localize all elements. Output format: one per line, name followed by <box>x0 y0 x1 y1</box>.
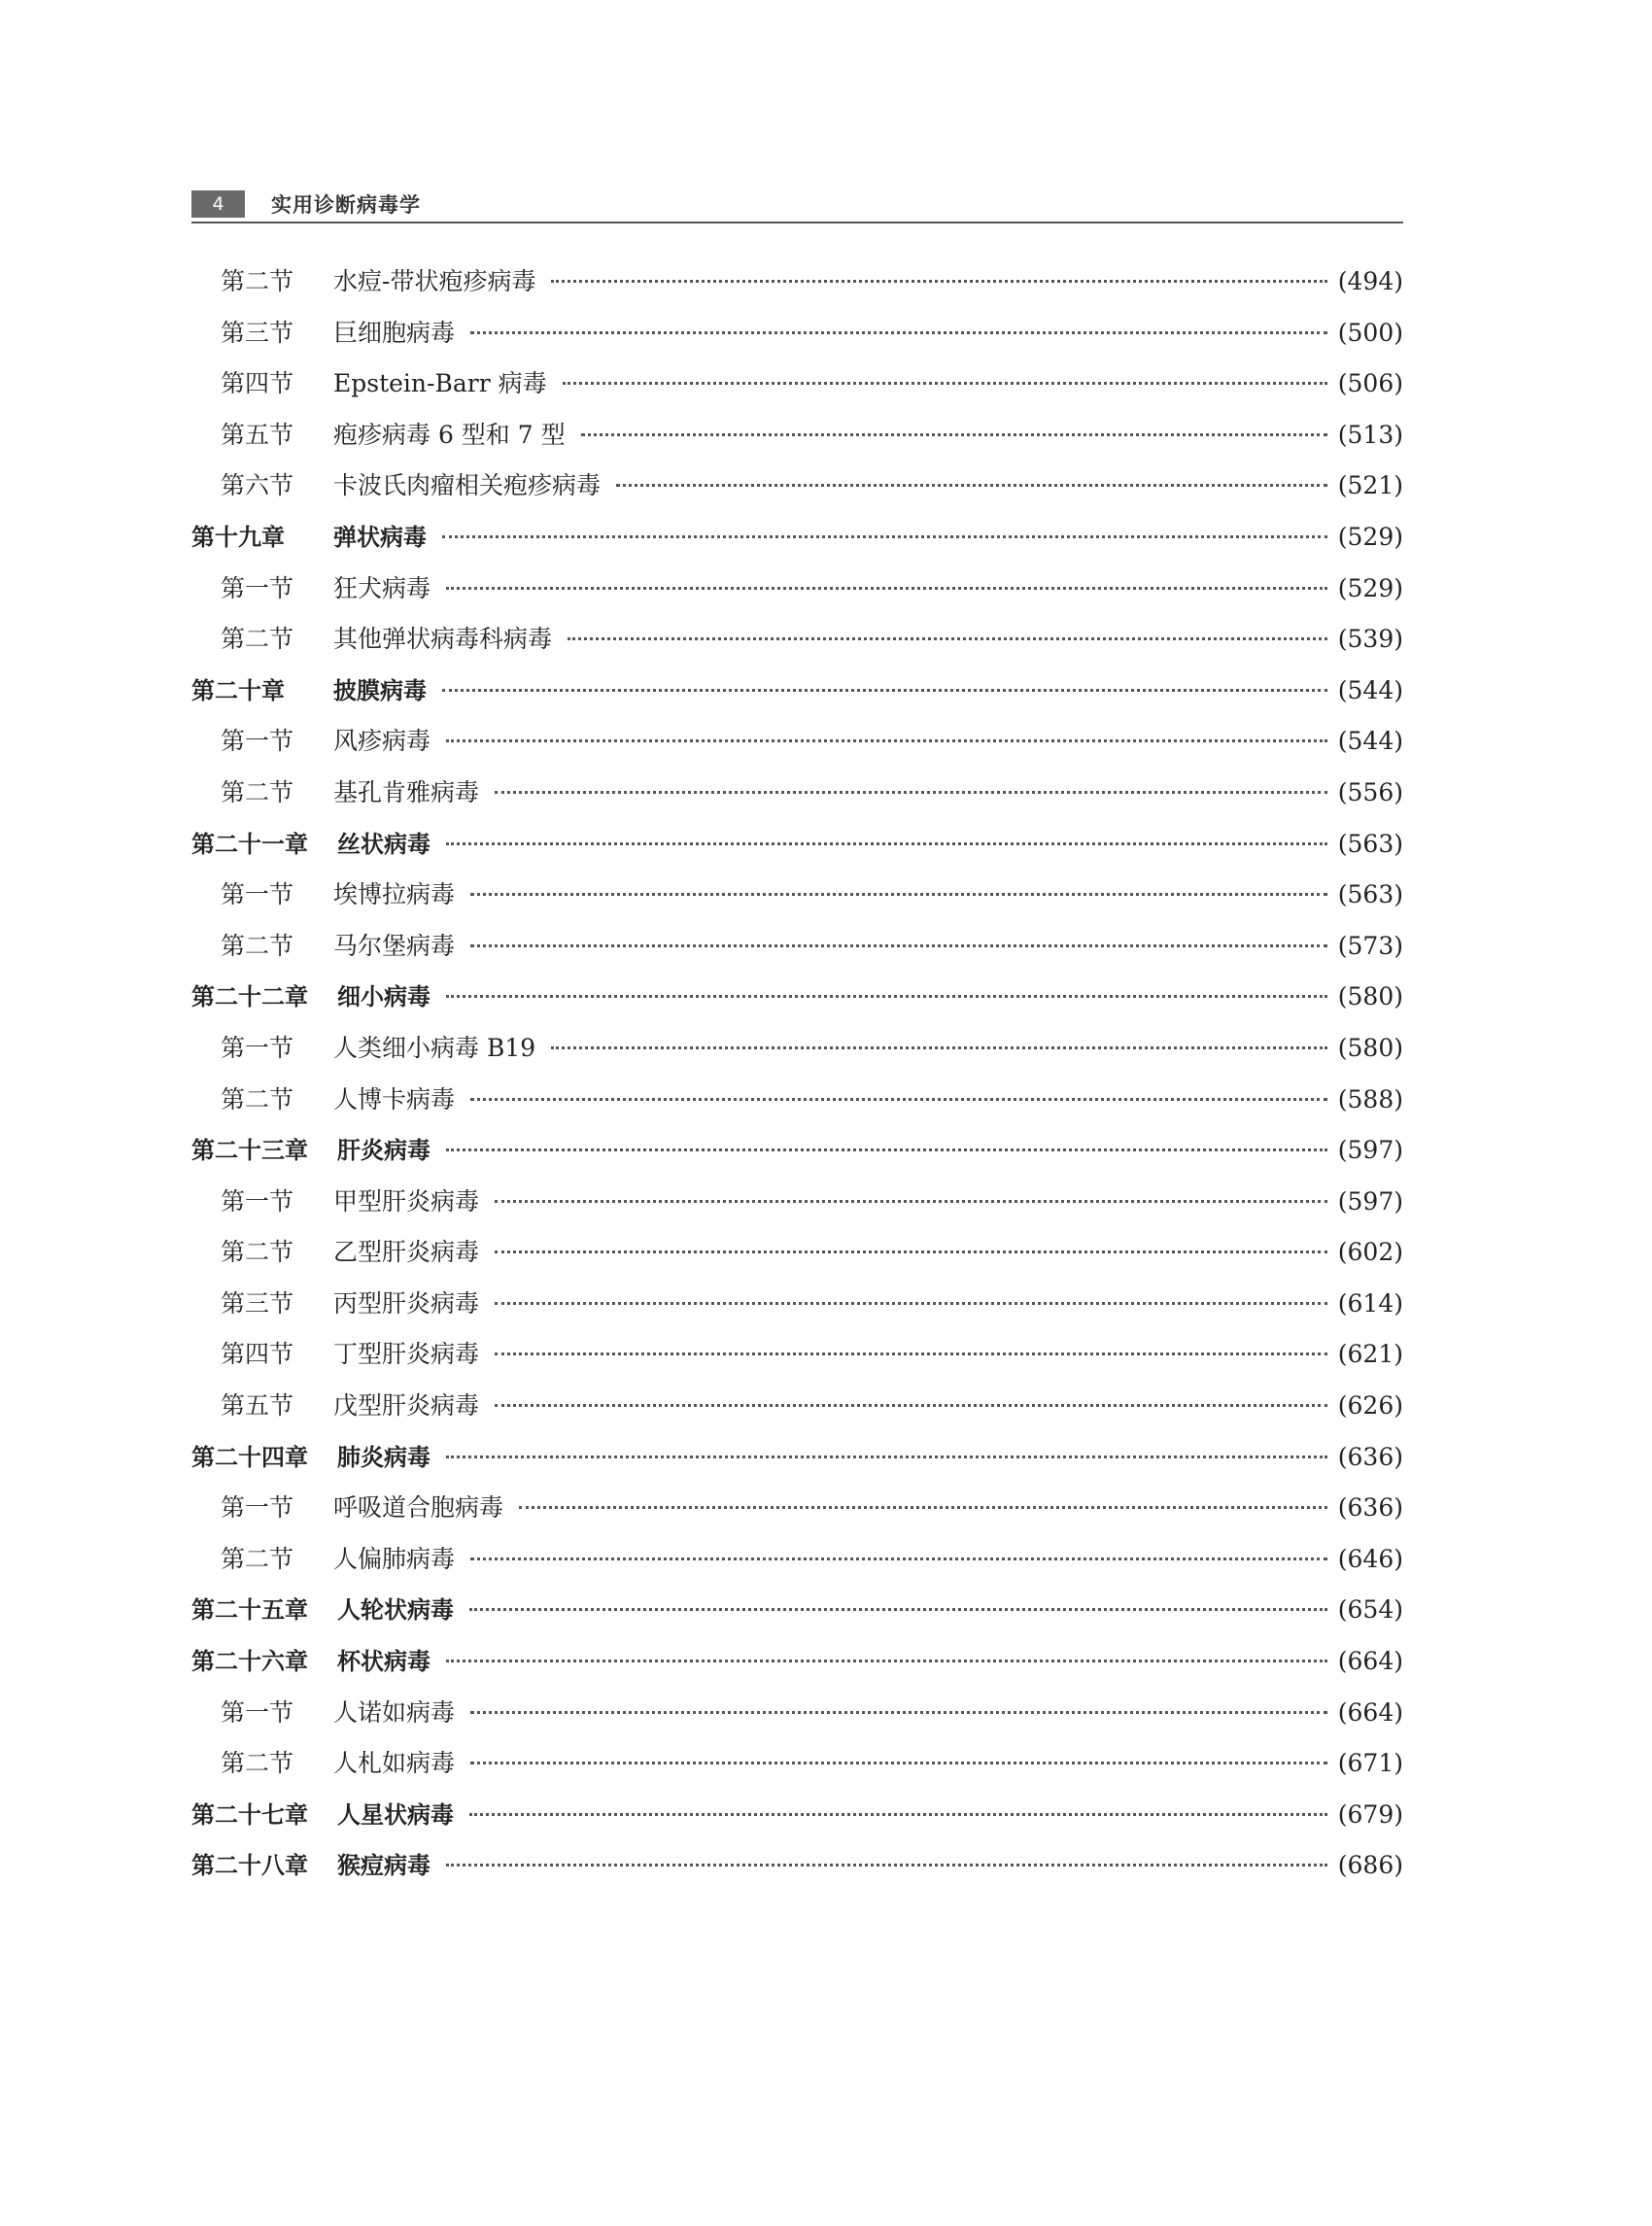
toc-chapter-entry <box>191 671 1403 723</box>
toc-section-entry <box>191 1029 1403 1080</box>
entry-label: 第二十八章 <box>191 1852 308 1880</box>
toc-section-entry <box>191 927 1403 978</box>
book-title: 实用诊断病毒学 <box>271 193 421 217</box>
toc-section-entry <box>191 466 1403 518</box>
entry-label: 第一节 <box>221 1697 294 1727</box>
entry-label: 第一节 <box>221 880 294 909</box>
toc-section-entry <box>191 620 1403 671</box>
entry-title: 细小病毒 <box>337 983 430 1011</box>
entry-page-number: (664) <box>1337 1647 1403 1676</box>
entry-title: 巨细胞病毒 <box>333 318 456 347</box>
entry-page-number: (664) <box>1337 1697 1403 1727</box>
entry-title: 马尔堡病毒 <box>333 931 456 960</box>
entry-page-number: (636) <box>1337 1493 1403 1523</box>
entry-title: 人星状病毒 <box>337 1800 454 1829</box>
dot-leader <box>495 1353 1327 1355</box>
dot-leader <box>446 587 1327 590</box>
entry-page-number: (646) <box>1337 1544 1403 1573</box>
entry-label: 第二节 <box>221 777 294 806</box>
dot-leader <box>495 1404 1327 1407</box>
entry-label: 第四节 <box>221 1340 294 1369</box>
entry-title: 人札如病毒 <box>333 1749 456 1778</box>
toc-chapter-entry <box>191 1796 1403 1847</box>
dot-leader <box>551 280 1327 283</box>
toc-chapter-entry <box>191 518 1403 569</box>
entry-title: 丙型肝炎病毒 <box>333 1288 480 1318</box>
entry-title: 水痘-带状疱疹病毒 <box>333 267 536 295</box>
entry-title: 基孔肯雅病毒 <box>333 777 480 806</box>
entry-title: 埃博拉病毒 <box>333 880 456 909</box>
entry-label: 第二节 <box>221 1238 294 1267</box>
dot-leader <box>470 1558 1327 1560</box>
entry-label: 第二节 <box>221 1749 294 1778</box>
toc-section-entry <box>191 1080 1403 1132</box>
toc-section-entry <box>191 314 1403 365</box>
entry-page-number: (513) <box>1337 420 1403 449</box>
entry-label: 第二节 <box>221 625 294 654</box>
entry-label: 第二节 <box>221 1084 294 1113</box>
entry-page-number: (621) <box>1337 1340 1403 1369</box>
entry-page-number: (500) <box>1337 318 1403 347</box>
entry-page-number: (529) <box>1337 573 1403 602</box>
toc-section-entry <box>191 1540 1403 1592</box>
entry-label: 第二节 <box>221 931 294 960</box>
toc-chapter-entry <box>191 1591 1403 1642</box>
entry-label: 第二节 <box>221 1544 294 1573</box>
dot-leader <box>470 944 1327 947</box>
dot-leader <box>469 1813 1327 1816</box>
toc-chapter-entry <box>191 1131 1403 1182</box>
entry-label: 第五节 <box>221 420 294 449</box>
dot-leader <box>469 1608 1327 1611</box>
entry-title: 卡波氏肉瘤相关疱疹病毒 <box>333 471 602 500</box>
entry-title: Epstein-Barr 病毒 <box>333 369 547 398</box>
toc-section-entry <box>191 1489 1403 1540</box>
entry-title: 甲型肝炎病毒 <box>333 1186 480 1216</box>
entry-label: 第二十五章 <box>191 1596 308 1625</box>
entry-label: 第一节 <box>221 1033 294 1062</box>
entry-title: 呼吸道合胞病毒 <box>333 1493 504 1523</box>
entry-title: 乙型肝炎病毒 <box>333 1238 480 1267</box>
entry-title: 戊型肝炎病毒 <box>333 1391 480 1421</box>
dot-leader <box>495 1200 1327 1203</box>
entry-page-number: (563) <box>1337 880 1403 909</box>
entry-title: 披膜病毒 <box>333 676 427 704</box>
dot-leader <box>446 995 1327 998</box>
dot-leader <box>495 791 1327 794</box>
entry-label: 第二节 <box>221 267 294 295</box>
entry-title: 狂犬病毒 <box>333 573 431 602</box>
entry-title: 丝状病毒 <box>337 830 430 858</box>
entry-page-number: (521) <box>1337 471 1403 500</box>
entry-title: 杯状病毒 <box>337 1648 430 1676</box>
toc-section-entry <box>191 416 1403 467</box>
entry-label: 第五节 <box>221 1391 294 1421</box>
entry-label: 第二十三章 <box>191 1137 308 1165</box>
entry-label: 第六节 <box>221 471 294 500</box>
dot-leader <box>470 1098 1327 1101</box>
toc-section-entry <box>191 262 1403 314</box>
entry-title: 人诺如病毒 <box>333 1697 456 1727</box>
entry-title: 肺炎病毒 <box>337 1443 430 1471</box>
dot-leader <box>616 484 1327 487</box>
entry-title: 人博卡病毒 <box>333 1084 456 1113</box>
running-header <box>191 190 1403 223</box>
entry-page-number: (679) <box>1337 1799 1403 1829</box>
dot-leader <box>551 1046 1327 1049</box>
entry-label: 第四节 <box>221 369 294 398</box>
dot-leader <box>495 1250 1327 1253</box>
entry-label: 第二十四章 <box>191 1443 308 1471</box>
toc-section-entry <box>191 1335 1403 1387</box>
entry-title: 丁型肝炎病毒 <box>333 1340 480 1369</box>
entry-label: 第三节 <box>221 1288 294 1318</box>
toc-chapter-entry <box>191 1846 1403 1898</box>
dot-leader <box>442 689 1327 692</box>
entry-page-number: (539) <box>1337 625 1403 654</box>
entry-page-number: (494) <box>1337 267 1403 295</box>
toc-section-entry <box>191 722 1403 773</box>
toc-section-entry <box>191 1284 1403 1336</box>
entry-title: 弹状病毒 <box>333 523 427 551</box>
toc-section-entry <box>191 875 1403 927</box>
toc-section-entry <box>191 569 1403 621</box>
entry-page-number: (626) <box>1337 1391 1403 1421</box>
dot-leader <box>568 637 1327 640</box>
entry-title: 猴痘病毒 <box>337 1852 430 1880</box>
entry-title: 人轮状病毒 <box>337 1596 454 1625</box>
dot-leader <box>470 893 1327 896</box>
entry-label: 第一节 <box>221 573 294 602</box>
entry-page-number: (506) <box>1337 369 1403 398</box>
entry-title: 人偏肺病毒 <box>333 1544 456 1573</box>
dot-leader <box>470 1762 1327 1764</box>
entry-page-number: (654) <box>1337 1595 1403 1625</box>
dot-leader <box>470 1711 1327 1714</box>
page-number: 4 <box>191 190 245 218</box>
entry-page-number: (614) <box>1337 1288 1403 1318</box>
entry-page-number: (580) <box>1337 982 1403 1011</box>
entry-page-number: (636) <box>1337 1442 1403 1471</box>
entry-label: 第二十二章 <box>191 983 308 1011</box>
dot-leader <box>581 433 1327 436</box>
entry-page-number: (529) <box>1337 522 1403 551</box>
toc-section-entry <box>191 364 1403 416</box>
entry-label: 第二十章 <box>191 676 285 704</box>
entry-page-number: (544) <box>1337 675 1403 704</box>
toc-section-entry <box>191 1387 1403 1438</box>
entry-page-number: (597) <box>1337 1136 1403 1165</box>
dot-leader <box>442 535 1327 538</box>
entry-label: 第二十六章 <box>191 1648 308 1676</box>
entry-label: 第十九章 <box>191 523 285 551</box>
entry-label: 第三节 <box>221 318 294 347</box>
entry-page-number: (573) <box>1337 931 1403 960</box>
entry-label: 第一节 <box>221 1493 294 1523</box>
toc-section-entry <box>191 1182 1403 1234</box>
dot-leader <box>563 382 1327 385</box>
toc-section-entry <box>191 1744 1403 1796</box>
dot-leader <box>446 1864 1327 1866</box>
dot-leader <box>495 1302 1327 1305</box>
entry-page-number: (588) <box>1337 1084 1403 1113</box>
entry-label: 第二十一章 <box>191 830 308 858</box>
entry-title: 风疹病毒 <box>333 727 431 756</box>
dot-leader <box>446 739 1327 742</box>
dot-leader <box>446 842 1327 845</box>
table-of-contents <box>191 262 1403 1898</box>
entry-page-number: (580) <box>1337 1033 1403 1062</box>
entry-title: 人类细小病毒 B19 <box>333 1033 536 1062</box>
entry-page-number: (556) <box>1337 777 1403 806</box>
entry-title: 肝炎病毒 <box>337 1137 430 1165</box>
entry-page-number: (544) <box>1337 727 1403 756</box>
entry-title: 其他弹状病毒科病毒 <box>333 625 553 654</box>
dot-leader <box>446 1660 1327 1662</box>
dot-leader <box>470 331 1327 334</box>
toc-section-entry <box>191 1694 1403 1745</box>
toc-section-entry <box>191 773 1403 825</box>
entry-page-number: (686) <box>1337 1851 1403 1880</box>
entry-page-number: (597) <box>1337 1186 1403 1216</box>
toc-chapter-entry <box>191 1438 1403 1490</box>
entry-page-number: (671) <box>1337 1749 1403 1778</box>
dot-leader <box>446 1148 1327 1151</box>
entry-page-number: (602) <box>1337 1238 1403 1267</box>
entry-label: 第一节 <box>221 1186 294 1216</box>
toc-chapter-entry <box>191 1642 1403 1694</box>
toc-section-entry <box>191 1233 1403 1284</box>
dot-leader <box>519 1506 1327 1509</box>
entry-label: 第一节 <box>221 727 294 756</box>
entry-label: 第二十七章 <box>191 1800 308 1829</box>
toc-chapter-entry <box>191 977 1403 1029</box>
dot-leader <box>446 1455 1327 1458</box>
entry-title: 疱疹病毒 6 型和 7 型 <box>333 420 566 449</box>
toc-chapter-entry <box>191 825 1403 876</box>
entry-page-number: (563) <box>1337 829 1403 858</box>
